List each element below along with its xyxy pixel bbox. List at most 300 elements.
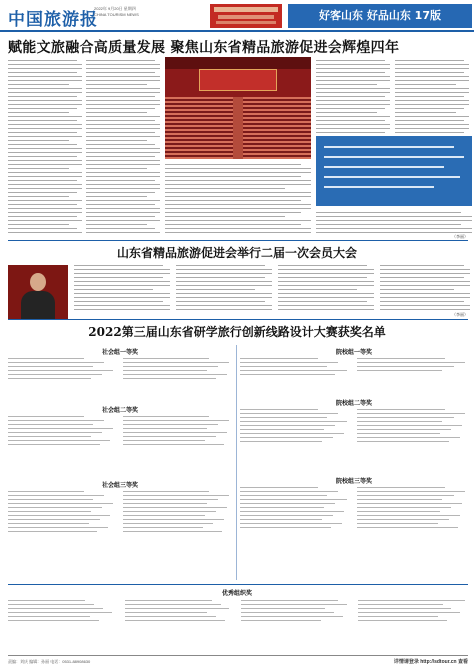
award-entry [8, 436, 91, 437]
text-line [380, 265, 464, 266]
text-line [380, 301, 464, 302]
text-line [8, 128, 82, 129]
award-entry [8, 420, 104, 421]
award-entry [123, 358, 209, 359]
award-entry [240, 441, 322, 442]
text-line [86, 168, 147, 169]
text-line [176, 289, 255, 290]
text-line [8, 200, 82, 201]
text-line [316, 96, 385, 97]
text-line [8, 104, 82, 105]
text-line [86, 176, 160, 177]
award-entry [240, 511, 344, 512]
text-line [316, 116, 390, 117]
text-line [8, 124, 82, 125]
award-entry [8, 444, 100, 445]
text-line [395, 104, 469, 105]
text-line [74, 301, 163, 302]
text-line [86, 88, 160, 89]
text-line [86, 104, 160, 105]
text-line [86, 68, 160, 69]
text-line [86, 172, 160, 173]
section-band: 好客山东 好品山东 17版 [288, 4, 472, 28]
award-entry [240, 491, 338, 492]
text-line [395, 132, 464, 133]
award-entry [123, 499, 218, 500]
text-line [165, 204, 311, 205]
text-line [86, 224, 147, 225]
award-entry [357, 495, 454, 496]
text-line [86, 96, 155, 97]
award-entry [123, 515, 205, 516]
award-entries [8, 358, 232, 382]
text-line [86, 124, 160, 125]
text-line [165, 200, 301, 201]
award-entry [358, 612, 461, 613]
text-line [86, 196, 147, 197]
award-entry [240, 358, 318, 359]
award-entry [8, 491, 84, 492]
text-line [8, 84, 69, 85]
text-line [86, 180, 155, 181]
text-line [74, 269, 170, 270]
text-line [165, 188, 285, 189]
text-line [165, 208, 311, 209]
award-entry [8, 612, 112, 613]
text-line [8, 88, 82, 89]
text-line [8, 64, 82, 65]
award-entry [123, 527, 203, 528]
award-entry [123, 523, 213, 524]
text-line [278, 273, 374, 274]
award-entries [240, 358, 468, 378]
text-line [8, 168, 69, 169]
text-line [176, 293, 272, 294]
award-entry [240, 515, 333, 516]
text-line [176, 305, 272, 306]
text-line [8, 212, 82, 213]
text-line [316, 76, 390, 77]
masthead [0, 0, 474, 32]
award-entry [240, 527, 331, 528]
text-line [316, 120, 385, 121]
text-line [165, 212, 301, 213]
text-line [380, 289, 454, 290]
text-line [165, 232, 311, 233]
text-line [380, 269, 470, 270]
text-line [74, 277, 163, 278]
text-line [8, 100, 82, 101]
award-entry [240, 429, 324, 430]
text-line [86, 220, 160, 221]
text-line [86, 164, 160, 165]
text-line [8, 120, 77, 121]
award-entry [125, 620, 226, 621]
text-line [278, 309, 374, 310]
article-column-2 [86, 60, 160, 236]
text-line [8, 156, 77, 157]
text-line [74, 293, 170, 294]
award-entry [240, 437, 333, 438]
text-line [86, 184, 160, 185]
award-entry [123, 511, 216, 512]
award-entry [357, 507, 451, 508]
text-line [316, 216, 472, 217]
text-line [395, 116, 469, 117]
footer-editor: 责编：刘庆 编辑：孙丽 电话：0531-88908630 [8, 659, 91, 664]
text-line [86, 136, 160, 137]
article-column-5 [395, 60, 469, 136]
author-tag: （李丽） [452, 234, 468, 239]
award-entry [240, 523, 342, 524]
text-line [86, 156, 155, 157]
text-line [86, 160, 160, 161]
award-entry [357, 433, 440, 434]
second-article-column-3 [278, 265, 374, 313]
award-entry [240, 495, 327, 496]
text-line [316, 64, 390, 65]
award-entry [357, 429, 451, 430]
text-line [176, 273, 272, 274]
award-entry [240, 519, 322, 520]
text-line [316, 100, 390, 101]
text-line [165, 216, 285, 217]
award-entry [123, 378, 216, 379]
award-entry [8, 428, 113, 429]
text-line [165, 224, 301, 225]
award-entry [123, 444, 224, 445]
footer-url: 详情请登录 http://sdtour.cn 查看 [393, 659, 468, 665]
text-line [8, 152, 82, 153]
award-entry [8, 620, 99, 621]
text-line [395, 100, 469, 101]
text-line [395, 128, 469, 129]
award-entry [8, 608, 103, 609]
award-entry [357, 491, 465, 492]
award-entry [8, 499, 93, 500]
article-column-1 [8, 60, 82, 236]
text-line [316, 88, 390, 89]
award-entry [8, 531, 97, 532]
award-entries [240, 409, 468, 445]
text-line [165, 172, 311, 173]
award-entry [123, 424, 218, 425]
award-entry [241, 600, 338, 601]
text-line [165, 220, 311, 221]
award-entry [8, 519, 100, 520]
text-line [176, 285, 272, 286]
award-entry [358, 604, 443, 605]
text-line [278, 281, 374, 282]
text-line [316, 128, 390, 129]
award-entry [123, 420, 229, 421]
award-entry [241, 616, 343, 617]
award-entry [357, 366, 454, 367]
text-line [395, 68, 469, 69]
award-entry [357, 503, 462, 504]
category-title: 社会组三等奖 [101, 482, 138, 489]
award-entry [357, 358, 445, 359]
text-line [380, 281, 470, 282]
award-entry [8, 366, 93, 367]
text-line [380, 305, 470, 306]
award-entry [8, 432, 102, 433]
award-entry [358, 616, 439, 617]
award-entry [357, 519, 449, 520]
award-entry [123, 519, 224, 520]
text-line [8, 76, 82, 77]
award-entry [357, 523, 438, 524]
second-article-column-1 [74, 265, 170, 313]
text-line [278, 293, 374, 294]
text-line [395, 60, 464, 61]
text-line [86, 120, 155, 121]
text-line [165, 228, 311, 229]
text-line [8, 160, 82, 161]
text-line [165, 184, 311, 185]
award-entry [123, 432, 227, 433]
award-entry [8, 495, 104, 496]
text-line [8, 72, 77, 73]
award-entry [8, 616, 90, 617]
award-entry [357, 487, 445, 488]
second-article-column-4 [380, 265, 470, 313]
text-line [395, 72, 464, 73]
text-line [8, 172, 82, 173]
text-line [8, 228, 77, 229]
award-entry [123, 495, 229, 496]
text-line [86, 208, 160, 209]
award-entry [357, 441, 449, 442]
award-entry [123, 491, 209, 492]
text-line [395, 120, 464, 121]
award-entry [123, 366, 218, 367]
award-entry [125, 608, 230, 609]
text-line [8, 204, 77, 205]
award-entry [240, 425, 335, 426]
text-line [8, 148, 82, 149]
article-column-6 [316, 212, 472, 236]
award-entry [8, 362, 104, 363]
text-line [86, 112, 147, 113]
text-line [316, 92, 390, 93]
text-line [86, 92, 160, 93]
award-entry [8, 440, 110, 441]
text-line [395, 80, 469, 81]
text-line [395, 96, 464, 97]
award-entry [358, 608, 452, 609]
award-entry [123, 440, 205, 441]
award-entry [8, 600, 85, 601]
text-line [86, 116, 160, 117]
text-line [316, 84, 377, 85]
text-line [86, 80, 160, 81]
award-entry [241, 604, 347, 605]
text-line [8, 68, 82, 69]
award-entry [8, 515, 110, 516]
text-line [86, 100, 160, 101]
award-entries [8, 416, 232, 448]
award-entry [125, 604, 221, 605]
text-line [74, 281, 170, 282]
text-line [395, 84, 456, 85]
section-divider [8, 584, 468, 585]
award-entry [123, 428, 207, 429]
text-line [86, 232, 160, 233]
award-entry [123, 370, 207, 371]
award-entry [357, 515, 460, 516]
award-entry [357, 370, 442, 371]
text-line [74, 297, 170, 298]
text-line [86, 228, 155, 229]
award-entries [240, 487, 468, 531]
text-line [316, 220, 472, 221]
award-entry [123, 436, 216, 437]
text-line [86, 84, 147, 85]
text-line [8, 92, 82, 93]
text-line [395, 88, 469, 89]
text-line [8, 220, 82, 221]
text-line [74, 305, 170, 306]
text-line [395, 108, 464, 109]
text-line [278, 277, 367, 278]
text-line [74, 273, 170, 274]
text-line [8, 196, 69, 197]
text-line [176, 265, 265, 266]
text-line [316, 212, 461, 213]
text-line [86, 64, 160, 65]
text-line [395, 112, 456, 113]
text-line [8, 176, 82, 177]
text-line [8, 116, 82, 117]
text-line [165, 180, 311, 181]
text-line [8, 132, 77, 133]
text-line [278, 305, 374, 306]
award-entry [357, 409, 445, 410]
award-entry [240, 499, 347, 500]
text-line [86, 148, 160, 149]
text-line [86, 72, 155, 73]
award-entry [357, 421, 442, 422]
text-line [8, 180, 77, 181]
text-line [380, 277, 464, 278]
award-entry [125, 616, 217, 617]
award-entry [241, 620, 321, 621]
text-line [316, 80, 390, 81]
award-entry [241, 608, 325, 609]
award-entry [357, 417, 454, 418]
text-line [316, 132, 385, 133]
award-entry [123, 503, 207, 504]
text-line [8, 224, 69, 225]
award-entry [358, 620, 448, 621]
text-line [74, 309, 170, 310]
text-line [8, 80, 82, 81]
text-line [8, 192, 77, 193]
text-line [86, 132, 155, 133]
award-list-title: 2022第三届山东省研学旅行创新线路设计大赛获奖名单 [88, 325, 386, 339]
category-title: 社会组一等奖 [101, 349, 138, 356]
text-line [380, 285, 470, 286]
award-entry [123, 362, 229, 363]
text-line [8, 208, 82, 209]
text-line [278, 297, 374, 298]
page-footer [8, 655, 468, 667]
award-entry [240, 503, 335, 504]
text-line [380, 273, 470, 274]
category-title: 社会组二等奖 [101, 407, 138, 414]
text-line [316, 104, 390, 105]
text-line [380, 297, 470, 298]
text-line [316, 112, 377, 113]
text-line [176, 281, 272, 282]
award-entry [8, 527, 108, 528]
text-line [86, 144, 155, 145]
text-line [86, 200, 160, 201]
category-title: 优秀组织奖 [221, 590, 252, 597]
award-entry [8, 378, 91, 379]
text-line [8, 108, 77, 109]
award-entry [240, 370, 347, 371]
text-line [8, 188, 82, 189]
text-line [86, 76, 160, 77]
article-column-4 [316, 60, 390, 136]
text-line [86, 60, 155, 61]
text-line [316, 232, 472, 233]
award-entry [8, 370, 113, 371]
award-entry [357, 499, 442, 500]
text-line [316, 108, 385, 109]
text-line [395, 64, 469, 65]
category-title: 院校组二等奖 [335, 400, 372, 407]
award-entries [8, 491, 232, 535]
text-line [8, 184, 82, 185]
text-line [8, 216, 77, 217]
text-line [316, 228, 472, 229]
award-entry [240, 362, 338, 363]
newspaper-english-name: CHINA TOURISM NEWS [94, 12, 139, 17]
award-entry [357, 511, 440, 512]
speaker-photo [8, 265, 68, 319]
text-line [165, 196, 311, 197]
text-line [86, 140, 147, 141]
text-line [278, 285, 374, 286]
award-entry [357, 527, 458, 528]
award-entry [240, 374, 335, 375]
award-entry [125, 612, 208, 613]
newspaper-logo: 中国旅游报 [8, 10, 98, 30]
second-headline: 山东省精品旅游促进会举行二届一次会员大会 [116, 246, 357, 260]
award-entry [8, 358, 84, 359]
text-line [316, 60, 385, 61]
category-title: 院校组一等奖 [335, 349, 372, 356]
text-line [8, 136, 82, 137]
text-line [86, 188, 160, 189]
text-line [8, 60, 77, 61]
text-line [316, 224, 461, 225]
text-line [165, 164, 301, 165]
text-line [278, 301, 367, 302]
text-line [395, 124, 469, 125]
issue-date: 2022年 9月20日 星期四 [94, 6, 136, 11]
award-entry [240, 366, 327, 367]
section-divider [8, 240, 468, 241]
text-line [74, 285, 170, 286]
award-entry [241, 612, 334, 613]
text-line [8, 164, 82, 165]
text-line [176, 269, 272, 270]
award-entry [8, 416, 84, 417]
